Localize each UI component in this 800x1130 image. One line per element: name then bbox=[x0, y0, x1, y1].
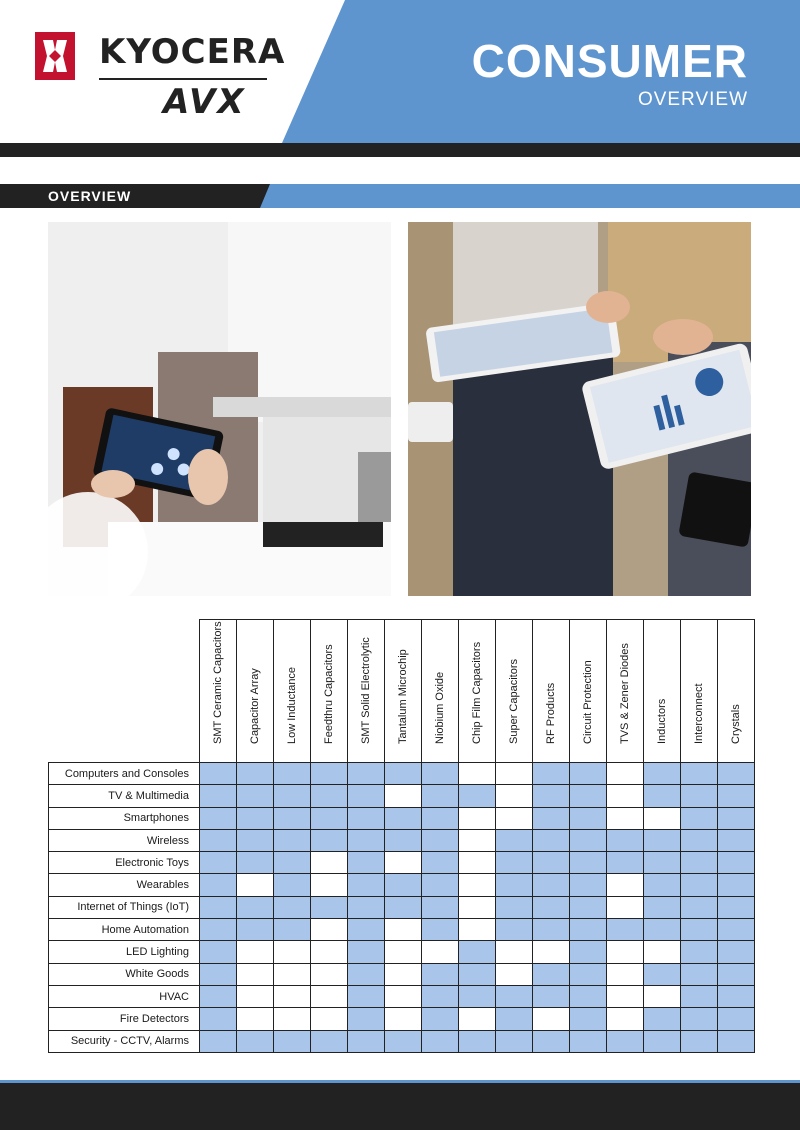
matrix-cell-applicable bbox=[200, 829, 237, 851]
matrix-cell-applicable bbox=[274, 852, 311, 874]
matrix-cell-applicable bbox=[644, 1030, 681, 1052]
matrix-cell-applicable bbox=[644, 829, 681, 851]
table-row bbox=[49, 763, 755, 785]
table-row bbox=[49, 874, 755, 896]
business-tablets-photo bbox=[408, 222, 751, 596]
matrix-cell-applicable bbox=[422, 963, 459, 985]
matrix-cell-applicable bbox=[718, 874, 755, 896]
matrix-cell-applicable bbox=[607, 1030, 644, 1052]
matrix-cell-applicable bbox=[681, 896, 718, 918]
matrix-cell-empty bbox=[607, 941, 644, 963]
table-row bbox=[49, 1030, 755, 1052]
matrix-cell-applicable bbox=[718, 985, 755, 1007]
matrix-cell-applicable bbox=[237, 919, 274, 941]
matrix-cell-applicable bbox=[718, 963, 755, 985]
matrix-cell-applicable bbox=[422, 829, 459, 851]
matrix-cell-empty bbox=[607, 763, 644, 785]
matrix-cell-applicable bbox=[422, 896, 459, 918]
matrix-cell-applicable bbox=[459, 785, 496, 807]
matrix-cell-applicable bbox=[718, 919, 755, 941]
matrix-cell-empty bbox=[459, 874, 496, 896]
matrix-cell-applicable bbox=[274, 785, 311, 807]
matrix-cell-applicable bbox=[348, 919, 385, 941]
footer-bar bbox=[0, 1083, 800, 1130]
column-header: Super Capacitors bbox=[496, 620, 533, 763]
matrix-cell-empty bbox=[237, 1008, 274, 1030]
column-header: Capacitor Array bbox=[237, 620, 274, 763]
matrix-cell-empty bbox=[607, 1008, 644, 1030]
row-label: Home Automation bbox=[49, 919, 200, 941]
matrix-cell-applicable bbox=[644, 852, 681, 874]
matrix-cell-applicable bbox=[385, 1030, 422, 1052]
matrix-cell-applicable bbox=[385, 807, 422, 829]
matrix-cell-applicable bbox=[496, 852, 533, 874]
matrix-cell-empty bbox=[607, 985, 644, 1007]
matrix-cell-empty bbox=[644, 985, 681, 1007]
matrix-cell-applicable bbox=[533, 985, 570, 1007]
table-row bbox=[49, 919, 755, 941]
matrix-cell-empty bbox=[311, 963, 348, 985]
matrix-cell-applicable bbox=[496, 985, 533, 1007]
matrix-cell-applicable bbox=[533, 963, 570, 985]
matrix-cell-applicable bbox=[422, 785, 459, 807]
matrix-cell-applicable bbox=[570, 807, 607, 829]
matrix-cell-applicable bbox=[533, 896, 570, 918]
table-row bbox=[49, 785, 755, 807]
column-header: Niobium Oxide bbox=[422, 620, 459, 763]
matrix-cell-empty bbox=[607, 874, 644, 896]
matrix-cell-applicable bbox=[681, 852, 718, 874]
matrix-cell-empty bbox=[533, 1008, 570, 1030]
table-row bbox=[49, 963, 755, 985]
brand-logo bbox=[35, 30, 286, 125]
matrix-cell-empty bbox=[422, 941, 459, 963]
matrix-cell-applicable bbox=[533, 919, 570, 941]
row-label: TV & Multimedia bbox=[49, 785, 200, 807]
column-header: Feedthru Capacitors bbox=[311, 620, 348, 763]
matrix-cell-applicable bbox=[237, 852, 274, 874]
matrix-cell-applicable bbox=[644, 919, 681, 941]
column-header: Circuit Protection bbox=[570, 620, 607, 763]
matrix-cell-empty bbox=[274, 985, 311, 1007]
matrix-cell-empty bbox=[274, 941, 311, 963]
matrix-cell-empty bbox=[533, 941, 570, 963]
matrix-cell-applicable bbox=[385, 896, 422, 918]
matrix-cell-applicable bbox=[570, 941, 607, 963]
matrix-cell-applicable bbox=[570, 785, 607, 807]
matrix-cell-applicable bbox=[311, 763, 348, 785]
header-divider bbox=[0, 143, 800, 157]
matrix-cell-applicable bbox=[200, 941, 237, 963]
matrix-cell-applicable bbox=[422, 985, 459, 1007]
matrix-cell-applicable bbox=[274, 807, 311, 829]
matrix-cell-applicable bbox=[570, 763, 607, 785]
matrix-cell-empty bbox=[644, 807, 681, 829]
matrix-cell-empty bbox=[237, 985, 274, 1007]
matrix-cell-applicable bbox=[385, 874, 422, 896]
matrix-cell-applicable bbox=[348, 896, 385, 918]
matrix-cell-applicable bbox=[718, 829, 755, 851]
row-label: Internet of Things (IoT) bbox=[49, 896, 200, 918]
matrix-cell-applicable bbox=[681, 807, 718, 829]
matrix-cell-applicable bbox=[533, 1030, 570, 1052]
matrix-cell-applicable bbox=[718, 896, 755, 918]
matrix-cell-applicable bbox=[200, 807, 237, 829]
row-label: Electronic Toys bbox=[49, 852, 200, 874]
matrix-cell-applicable bbox=[718, 1030, 755, 1052]
matrix-cell-applicable bbox=[200, 1008, 237, 1030]
matrix-cell-empty bbox=[459, 896, 496, 918]
matrix-cell-applicable bbox=[607, 829, 644, 851]
matrix-cell-applicable bbox=[681, 963, 718, 985]
table-row bbox=[49, 1008, 755, 1030]
matrix-cell-applicable bbox=[644, 1008, 681, 1030]
table-row bbox=[49, 985, 755, 1007]
matrix-cell-applicable bbox=[718, 852, 755, 874]
matrix-cell-applicable bbox=[570, 1008, 607, 1030]
matrix-cell-applicable bbox=[200, 1030, 237, 1052]
matrix-cell-applicable bbox=[533, 852, 570, 874]
matrix-cell-applicable bbox=[237, 896, 274, 918]
matrix-cell-applicable bbox=[422, 807, 459, 829]
matrix-cell-applicable bbox=[422, 919, 459, 941]
matrix-cell-applicable bbox=[496, 874, 533, 896]
page-title: CONSUMER bbox=[471, 35, 748, 87]
matrix-cell-empty bbox=[459, 1008, 496, 1030]
row-label: Smartphones bbox=[49, 807, 200, 829]
matrix-cell-applicable bbox=[348, 963, 385, 985]
matrix-cell-applicable bbox=[237, 785, 274, 807]
matrix-cell-applicable bbox=[200, 896, 237, 918]
matrix-cell-empty bbox=[496, 941, 533, 963]
kyocera-mark-icon bbox=[35, 32, 75, 80]
matrix-cell-applicable bbox=[311, 807, 348, 829]
matrix-cell-empty bbox=[496, 785, 533, 807]
matrix-cell-applicable bbox=[274, 1030, 311, 1052]
table-row bbox=[49, 829, 755, 851]
matrix-cell-applicable bbox=[607, 919, 644, 941]
table-row bbox=[49, 941, 755, 963]
matrix-cell-empty bbox=[459, 763, 496, 785]
column-header: Low Inductance bbox=[274, 620, 311, 763]
matrix-table bbox=[48, 619, 755, 1053]
matrix-cell-empty bbox=[311, 874, 348, 896]
matrix-cell-empty bbox=[459, 829, 496, 851]
matrix-cell-applicable bbox=[718, 785, 755, 807]
matrix-cell-applicable bbox=[570, 985, 607, 1007]
matrix-cell-applicable bbox=[459, 963, 496, 985]
matrix-cell-applicable bbox=[348, 785, 385, 807]
matrix-cell-applicable bbox=[348, 985, 385, 1007]
matrix-cell-applicable bbox=[533, 807, 570, 829]
matrix-cell-empty bbox=[459, 852, 496, 874]
matrix-cell-applicable bbox=[422, 1030, 459, 1052]
sub-brand-name: AVX bbox=[163, 82, 246, 122]
matrix-cell-applicable bbox=[348, 1008, 385, 1030]
matrix-cell-applicable bbox=[385, 829, 422, 851]
matrix-cell-applicable bbox=[681, 919, 718, 941]
matrix-cell-empty bbox=[311, 1008, 348, 1030]
matrix-cell-applicable bbox=[200, 919, 237, 941]
matrix-cell-applicable bbox=[681, 985, 718, 1007]
matrix-cell-applicable bbox=[644, 874, 681, 896]
matrix-cell-applicable bbox=[200, 874, 237, 896]
matrix-cell-applicable bbox=[570, 852, 607, 874]
matrix-cell-applicable bbox=[237, 807, 274, 829]
matrix-cell-applicable bbox=[274, 829, 311, 851]
column-header: SMT Solid Electrolytic bbox=[348, 620, 385, 763]
kitchen-tablet-photo bbox=[48, 222, 391, 596]
matrix-cell-empty bbox=[237, 963, 274, 985]
row-label: White Goods bbox=[49, 963, 200, 985]
matrix-cell-applicable bbox=[570, 963, 607, 985]
matrix-cell-applicable bbox=[200, 963, 237, 985]
matrix-cell-applicable bbox=[718, 807, 755, 829]
matrix-cell-empty bbox=[385, 852, 422, 874]
matrix-cell-applicable bbox=[644, 963, 681, 985]
table-row bbox=[49, 807, 755, 829]
matrix-cell-applicable bbox=[274, 874, 311, 896]
matrix-cell-applicable bbox=[496, 1030, 533, 1052]
matrix-cell-applicable bbox=[311, 829, 348, 851]
page-subtitle: OVERVIEW bbox=[637, 89, 748, 110]
row-label: Wireless bbox=[49, 829, 200, 851]
matrix-cell-applicable bbox=[200, 785, 237, 807]
column-header: Chip Film Capacitors bbox=[459, 620, 496, 763]
matrix-cell-applicable bbox=[496, 896, 533, 918]
matrix-corner bbox=[49, 620, 200, 763]
matrix-cell-applicable bbox=[681, 785, 718, 807]
matrix-cell-applicable bbox=[459, 1030, 496, 1052]
matrix-cell-applicable bbox=[274, 763, 311, 785]
matrix-cell-applicable bbox=[200, 985, 237, 1007]
matrix-cell-applicable bbox=[237, 1030, 274, 1052]
matrix-cell-applicable bbox=[348, 852, 385, 874]
matrix-cell-applicable bbox=[422, 1008, 459, 1030]
matrix-cell-applicable bbox=[422, 852, 459, 874]
product-application-matrix bbox=[48, 619, 755, 1053]
matrix-cell-applicable bbox=[570, 896, 607, 918]
matrix-cell-applicable bbox=[348, 941, 385, 963]
matrix-cell-applicable bbox=[496, 1008, 533, 1030]
matrix-cell-applicable bbox=[200, 763, 237, 785]
matrix-cell-applicable bbox=[200, 852, 237, 874]
matrix-cell-applicable bbox=[311, 896, 348, 918]
matrix-cell-applicable bbox=[348, 763, 385, 785]
matrix-cell-empty bbox=[459, 807, 496, 829]
matrix-cell-applicable bbox=[533, 763, 570, 785]
matrix-cell-applicable bbox=[311, 785, 348, 807]
column-header: Crystals bbox=[718, 620, 755, 763]
matrix-cell-empty bbox=[496, 763, 533, 785]
matrix-cell-applicable bbox=[274, 896, 311, 918]
matrix-cell-empty bbox=[607, 807, 644, 829]
column-header: RF Products bbox=[533, 620, 570, 763]
row-label: HVAC bbox=[49, 985, 200, 1007]
matrix-cell-empty bbox=[311, 919, 348, 941]
matrix-cell-empty bbox=[274, 1008, 311, 1030]
matrix-cell-applicable bbox=[644, 763, 681, 785]
column-header: Interconnect bbox=[681, 620, 718, 763]
matrix-cell-applicable bbox=[348, 807, 385, 829]
matrix-cell-applicable bbox=[533, 785, 570, 807]
matrix-cell-applicable bbox=[718, 763, 755, 785]
matrix-body bbox=[49, 763, 755, 1053]
matrix-cell-empty bbox=[459, 919, 496, 941]
table-row bbox=[49, 896, 755, 918]
matrix-cell-empty bbox=[237, 941, 274, 963]
matrix-cell-empty bbox=[311, 852, 348, 874]
matrix-cell-applicable bbox=[644, 785, 681, 807]
matrix-cell-applicable bbox=[681, 1030, 718, 1052]
matrix-cell-empty bbox=[496, 963, 533, 985]
matrix-cell-empty bbox=[237, 874, 274, 896]
table-row bbox=[49, 852, 755, 874]
matrix-cell-applicable bbox=[570, 829, 607, 851]
matrix-cell-empty bbox=[385, 985, 422, 1007]
row-label: Security - CCTV, Alarms bbox=[49, 1030, 200, 1052]
matrix-cell-applicable bbox=[681, 829, 718, 851]
matrix-cell-empty bbox=[607, 896, 644, 918]
matrix-cell-applicable bbox=[348, 1030, 385, 1052]
matrix-cell-empty bbox=[385, 1008, 422, 1030]
logo-divider bbox=[99, 78, 267, 80]
matrix-header-row bbox=[49, 620, 755, 763]
section-title: OVERVIEW bbox=[48, 188, 132, 204]
matrix-cell-applicable bbox=[570, 874, 607, 896]
matrix-cell-empty bbox=[385, 785, 422, 807]
row-label: Wearables bbox=[49, 874, 200, 896]
matrix-cell-applicable bbox=[422, 874, 459, 896]
matrix-cell-applicable bbox=[311, 1030, 348, 1052]
matrix-cell-applicable bbox=[607, 852, 644, 874]
row-label: LED Lighting bbox=[49, 941, 200, 963]
matrix-cell-applicable bbox=[533, 874, 570, 896]
section-bar-dark bbox=[0, 184, 270, 208]
matrix-cell-applicable bbox=[681, 941, 718, 963]
brand-name: KYOCERA bbox=[99, 32, 286, 72]
column-header: TVS & Zener Diodes bbox=[607, 620, 644, 763]
matrix-cell-applicable bbox=[570, 919, 607, 941]
row-label: Fire Detectors bbox=[49, 1008, 200, 1030]
matrix-cell-applicable bbox=[459, 985, 496, 1007]
matrix-cell-applicable bbox=[533, 829, 570, 851]
row-label: Computers and Consoles bbox=[49, 763, 200, 785]
matrix-cell-applicable bbox=[459, 941, 496, 963]
matrix-cell-applicable bbox=[274, 919, 311, 941]
matrix-cell-empty bbox=[644, 941, 681, 963]
matrix-cell-applicable bbox=[644, 896, 681, 918]
matrix-cell-applicable bbox=[237, 763, 274, 785]
matrix-cell-applicable bbox=[422, 763, 459, 785]
matrix-cell-applicable bbox=[718, 941, 755, 963]
matrix-cell-empty bbox=[496, 807, 533, 829]
matrix-cell-empty bbox=[311, 941, 348, 963]
matrix-cell-applicable bbox=[681, 874, 718, 896]
matrix-cell-empty bbox=[385, 919, 422, 941]
matrix-cell-applicable bbox=[681, 1008, 718, 1030]
matrix-cell-applicable bbox=[718, 1008, 755, 1030]
matrix-cell-applicable bbox=[570, 1030, 607, 1052]
matrix-cell-empty bbox=[274, 963, 311, 985]
matrix-cell-empty bbox=[385, 941, 422, 963]
matrix-cell-empty bbox=[607, 785, 644, 807]
matrix-cell-applicable bbox=[681, 763, 718, 785]
matrix-cell-empty bbox=[385, 963, 422, 985]
matrix-cell-applicable bbox=[237, 829, 274, 851]
column-header: SMT Ceramic Capacitors bbox=[200, 620, 237, 763]
column-header: Inductors bbox=[644, 620, 681, 763]
matrix-cell-applicable bbox=[348, 874, 385, 896]
matrix-cell-empty bbox=[311, 985, 348, 1007]
column-header: Tantalum Microchip bbox=[385, 620, 422, 763]
matrix-cell-applicable bbox=[385, 763, 422, 785]
matrix-cell-applicable bbox=[348, 829, 385, 851]
matrix-cell-applicable bbox=[496, 919, 533, 941]
matrix-cell-applicable bbox=[496, 829, 533, 851]
matrix-cell-empty bbox=[607, 963, 644, 985]
